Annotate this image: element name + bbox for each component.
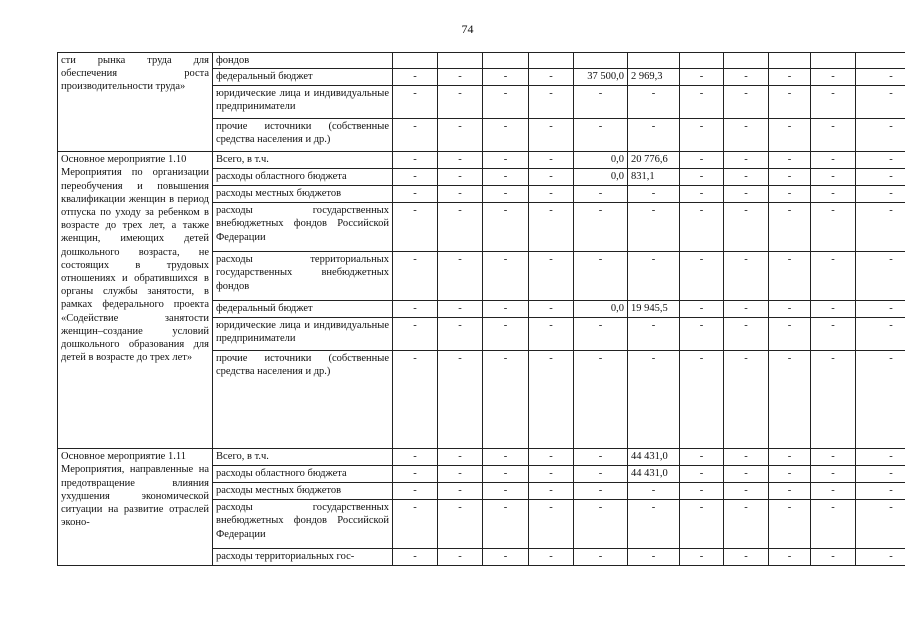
event-cell [58,449,213,566]
value-cell: - [393,483,438,500]
value-cell: - [680,318,724,351]
value-cell: 44 431,0 [628,449,680,466]
value-cell: - [438,549,483,566]
value-cell: - [483,186,529,203]
table-row [58,53,905,69]
value-cell: - [811,152,856,169]
value-cell: - [483,86,529,119]
value-cell: - [574,500,628,549]
value-cell [680,53,724,69]
value-cell: - [769,119,811,152]
value-cell: - [856,449,905,466]
funding-source-cell: прочие источники (собственные средства населения и др.) [213,351,393,449]
value-cell: - [811,69,856,86]
value-cell: - [483,301,529,318]
value-cell: - [856,301,905,318]
value-cell: - [574,351,628,449]
value-cell: - [483,483,529,500]
value-cell: - [811,449,856,466]
value-cell: - [856,252,905,301]
value-cell: - [680,203,724,252]
budget-table [57,52,905,566]
event-description: Мероприятия, направленные на предотвращение влияния ухудшения экономической ситуации на развитие отраслей эконо- [61,464,209,529]
value-cell: - [529,318,574,351]
value-cell: - [769,318,811,351]
value-cell: - [628,203,680,252]
value-cell: - [680,483,724,500]
value-cell: - [628,318,680,351]
value-cell: - [811,119,856,152]
value-cell: - [393,466,438,483]
value-cell: - [769,186,811,203]
funding-source-cell: фондов [213,53,393,69]
value-cell: - [529,549,574,566]
value-cell: - [438,318,483,351]
value-cell: - [856,69,905,86]
value-cell: - [393,351,438,449]
value-cell: - [438,351,483,449]
value-cell: - [811,252,856,301]
value-cell: - [724,186,769,203]
value-cell: - [438,86,483,119]
value-cell: - [529,86,574,119]
value-cell: - [724,318,769,351]
value-cell: - [724,549,769,566]
value-cell: - [529,466,574,483]
value-cell: - [529,351,574,449]
value-cell: - [574,549,628,566]
value-cell: - [628,351,680,449]
value-cell: - [769,549,811,566]
value-cell: - [483,252,529,301]
value-cell: - [529,119,574,152]
value-cell: - [811,466,856,483]
value-cell: - [856,351,905,449]
value-cell: - [529,203,574,252]
value-cell: - [574,186,628,203]
value-cell: - [724,203,769,252]
value-cell: - [769,351,811,449]
value-cell: - [393,169,438,186]
value-cell [483,53,529,69]
value-cell: - [811,500,856,549]
event-cell [58,152,213,449]
value-cell: - [628,549,680,566]
value-cell [574,53,628,69]
funding-source-cell: Всего, в т.ч. [213,152,393,169]
value-cell [438,53,483,69]
value-cell: - [393,186,438,203]
value-cell: - [769,483,811,500]
value-cell: - [438,203,483,252]
value-cell: - [724,119,769,152]
value-cell: - [724,169,769,186]
value-cell: - [769,69,811,86]
value-cell: 0,0 [574,301,628,318]
value-cell: - [856,483,905,500]
value-cell: - [529,301,574,318]
value-cell: - [529,186,574,203]
event-description: Мероприятия по организации переобучения и повышения квалификации женщин в период отпуска по уходу за ребенком в возрасте до трех лет, а также женщин, имеющих детей дошкольного возраста, не состоящих в трудовых отношениях и обратившихся в органы службы занятости, в рамках федерального проекта «Содействие занятости женщин–создание условий дошкольного образования для детей в возрасте до трех лет» [61,167,209,364]
value-cell: 0,0 [574,152,628,169]
value-cell: - [680,86,724,119]
value-cell: - [438,252,483,301]
value-cell: - [680,169,724,186]
value-cell [769,53,811,69]
value-cell: - [483,203,529,252]
value-cell: - [680,549,724,566]
funding-source-cell: расходы областного бюджета [213,169,393,186]
value-cell: - [483,69,529,86]
value-cell: - [393,69,438,86]
value-cell: - [438,152,483,169]
value-cell: - [769,301,811,318]
value-cell: - [393,318,438,351]
value-cell [628,53,680,69]
value-cell: - [724,449,769,466]
value-cell: - [811,549,856,566]
value-cell: - [724,483,769,500]
value-cell: 831,1 [628,169,680,186]
value-cell: - [680,500,724,549]
funding-source-cell: Всего, в т.ч. [213,449,393,466]
funding-source-cell: федеральный бюджет [213,301,393,318]
value-cell: - [856,169,905,186]
value-cell: - [628,500,680,549]
value-cell: - [769,169,811,186]
value-cell: - [680,186,724,203]
funding-source-cell: прочие источники (собственные средства населения и др.) [213,119,393,152]
value-cell: - [393,449,438,466]
value-cell: - [724,351,769,449]
value-cell: - [680,69,724,86]
value-cell: 2 969,3 [628,69,680,86]
value-cell: - [574,119,628,152]
value-cell: - [574,466,628,483]
value-cell [393,53,438,69]
funding-source-cell: юридические лица и индивидуальные предприниматели [213,318,393,351]
value-cell: - [724,301,769,318]
value-cell: - [724,86,769,119]
value-cell: - [628,186,680,203]
value-cell: - [483,318,529,351]
value-cell: - [856,466,905,483]
page-number: 74 [461,22,474,36]
value-cell: - [680,301,724,318]
funding-source-cell: расходы территориальных государственных внебюджетных фондов [213,252,393,301]
value-cell: - [574,203,628,252]
value-cell: - [483,549,529,566]
value-cell: - [811,318,856,351]
value-cell: - [574,483,628,500]
value-cell: - [811,301,856,318]
funding-source-cell: федеральный бюджет [213,69,393,86]
value-cell: - [574,318,628,351]
value-cell: - [769,252,811,301]
value-cell: - [856,549,905,566]
value-cell: - [438,119,483,152]
value-cell: - [529,449,574,466]
funding-source-cell: расходы местных бюджетов [213,186,393,203]
value-cell: - [769,86,811,119]
value-cell: - [393,301,438,318]
value-cell [724,53,769,69]
value-cell: 0,0 [574,169,628,186]
value-cell: - [438,169,483,186]
value-cell: - [769,203,811,252]
table-row [58,449,905,466]
funding-source-cell: юридические лица и индивидуальные предприниматели [213,86,393,119]
value-cell: - [483,500,529,549]
funding-source-cell: расходы областного бюджета [213,466,393,483]
value-cell: - [680,449,724,466]
table-body [58,53,905,566]
event-title: Основное мероприятие 1.11 [61,451,186,463]
value-cell: - [628,86,680,119]
value-cell: - [680,351,724,449]
value-cell: - [438,466,483,483]
value-cell: - [574,252,628,301]
value-cell: - [680,119,724,152]
value-cell: - [438,483,483,500]
value-cell: - [529,152,574,169]
value-cell: - [438,186,483,203]
value-cell: - [811,86,856,119]
value-cell: - [574,449,628,466]
value-cell: - [856,119,905,152]
value-cell: - [811,351,856,449]
funding-source-cell: расходы местных бюджетов [213,483,393,500]
value-cell: 20 776,6 [628,152,680,169]
value-cell: - [856,186,905,203]
value-cell: - [483,169,529,186]
value-cell: - [393,500,438,549]
value-cell: 19 945,5 [628,301,680,318]
value-cell: - [628,483,680,500]
value-cell: - [724,152,769,169]
value-cell: - [628,252,680,301]
value-cell [856,53,905,69]
value-cell: - [856,152,905,169]
value-cell: - [438,69,483,86]
value-cell: - [628,119,680,152]
value-cell: - [856,318,905,351]
table-row [58,152,905,169]
value-cell: - [856,86,905,119]
value-cell: - [393,252,438,301]
value-cell: - [483,351,529,449]
funding-source-cell: расходы государственных внебюджетных фондов Российской Федерации [213,203,393,252]
event-cell [58,53,213,152]
value-cell: - [393,203,438,252]
value-cell: 44 431,0 [628,466,680,483]
value-cell: - [811,169,856,186]
value-cell: - [724,69,769,86]
value-cell: - [393,86,438,119]
value-cell: 37 500,0 [574,69,628,86]
value-cell: - [393,549,438,566]
value-cell: - [483,449,529,466]
funding-source-cell: расходы территориальных гос- [213,549,393,566]
value-cell: - [680,466,724,483]
value-cell: - [483,119,529,152]
value-cell: - [438,301,483,318]
value-cell: - [769,449,811,466]
value-cell: - [483,152,529,169]
value-cell: - [856,203,905,252]
value-cell: - [769,152,811,169]
value-cell: - [724,466,769,483]
value-cell: - [856,500,905,549]
value-cell: - [438,500,483,549]
value-cell: - [529,169,574,186]
funding-source-cell: расходы государственных внебюджетных фондов Российской Федерации [213,500,393,549]
value-cell: - [811,483,856,500]
value-cell: - [529,252,574,301]
value-cell: - [529,500,574,549]
event-description: сти рынка труда для обеспечения роста производительности труда» [61,55,209,93]
event-title: Основное мероприятие 1.10 [61,154,187,166]
value-cell: - [393,152,438,169]
value-cell [529,53,574,69]
value-cell: - [483,466,529,483]
value-cell: - [680,252,724,301]
value-cell: - [574,86,628,119]
value-cell: - [769,466,811,483]
value-cell: - [724,252,769,301]
value-cell: - [438,449,483,466]
value-cell: - [811,203,856,252]
value-cell: - [769,500,811,549]
value-cell: - [529,69,574,86]
value-cell: - [393,119,438,152]
value-cell: - [680,152,724,169]
value-cell: - [724,500,769,549]
value-cell: - [811,186,856,203]
value-cell [811,53,856,69]
value-cell: - [529,483,574,500]
